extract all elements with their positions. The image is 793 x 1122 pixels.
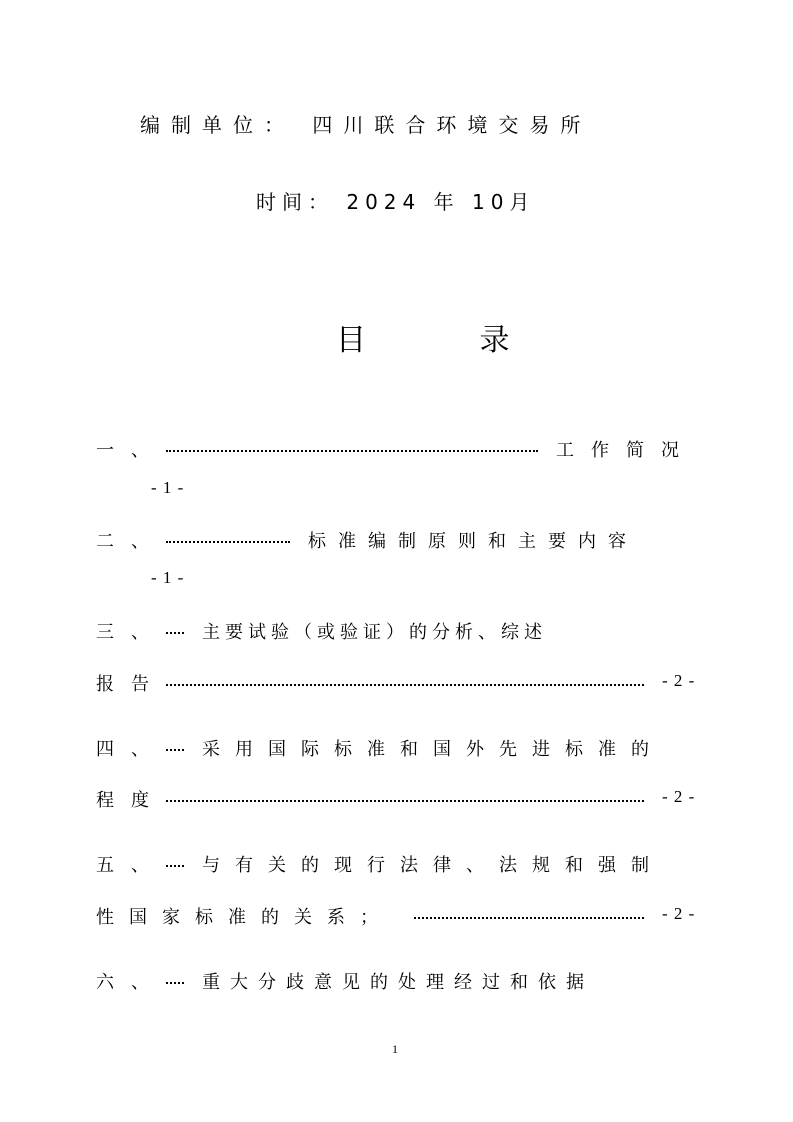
toc-entry-2-num: 二、 xyxy=(96,531,166,552)
toc-entry-3-text-line2: 报告 xyxy=(96,674,166,695)
toc-entry-1-num: 一、 xyxy=(96,440,166,461)
toc-entry-3-num: 三、 xyxy=(96,622,166,643)
toc-entry-1-leader xyxy=(166,440,538,452)
toc-title: 目 录 xyxy=(336,323,562,358)
toc-entry-2-leader xyxy=(166,531,290,543)
page-number: 1 xyxy=(392,1042,398,1056)
toc-entry-2-page: - 1 - xyxy=(151,568,185,587)
toc-entry-6-leader-short xyxy=(166,972,184,984)
toc-entry-4-text-line2: 程度 xyxy=(96,790,166,811)
toc-entry-4-text-line1: 采用国际标准和国外先进标准的 xyxy=(202,739,664,760)
toc-entry-1-text: 工作简况 xyxy=(556,440,696,461)
toc-entry-4-leader xyxy=(166,790,644,802)
toc-entry-5-num: 五、 xyxy=(96,855,166,876)
toc-entry-5-page: - 2 - xyxy=(662,904,696,923)
toc-entry-6-text-line1: 重大分歧意见的处理经过和依据 xyxy=(202,972,594,993)
toc-entry-4-page: - 2 - xyxy=(662,787,696,806)
compile-date: 时间： 2024 年 10月 xyxy=(256,190,536,214)
toc-entry-3-leader xyxy=(166,674,644,686)
toc-entry-4-leader-short xyxy=(166,739,184,751)
compiling-unit: 编制单位： 四川联合环境交易所 xyxy=(140,113,592,137)
toc-entry-5-text-line2: 性国家标准的关系； xyxy=(96,907,393,928)
toc-entry-5-text-line1: 与有关的现行法律、法规和强制 xyxy=(202,855,664,876)
toc-entry-2-text: 标准编制原则和主要内容 xyxy=(308,531,638,552)
toc-entry-1-page: - 1 - xyxy=(151,478,185,497)
toc-entry-5-leader xyxy=(414,907,644,919)
toc-entry-5-leader-short xyxy=(166,855,184,867)
toc-entry-4-num: 四、 xyxy=(96,739,166,760)
toc-entry-6-num: 六、 xyxy=(96,972,166,993)
toc-entry-3-page: - 2 - xyxy=(662,671,696,690)
toc-entry-3-text-line1: 主要试验（或验证）的分析、综述 xyxy=(202,622,547,643)
toc-entry-3-leader-short xyxy=(166,622,184,634)
